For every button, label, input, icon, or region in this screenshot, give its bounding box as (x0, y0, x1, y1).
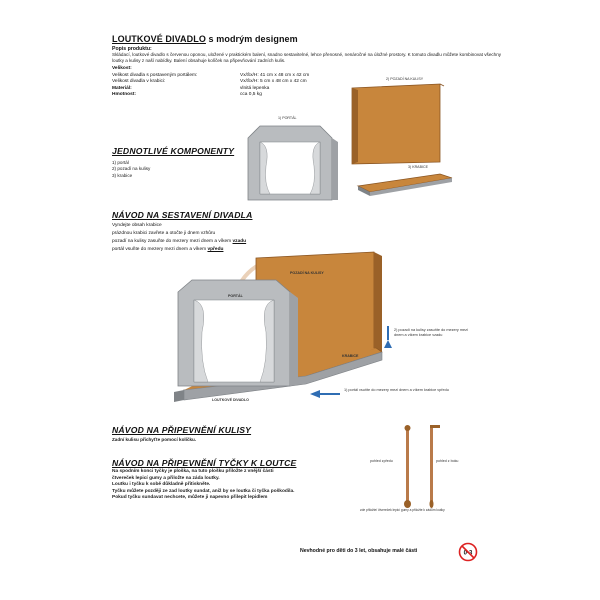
spec-key: Hmotnost: (112, 92, 136, 98)
age-warning: Nevhodné pro děti do 3 let, obsahuje malé části (300, 548, 418, 554)
callout-portal: 1) portál vsuňte do mezery mezi dnem a víkem krabice vpředu (344, 388, 449, 392)
assembly-step: Vyndejte obsah krabice (112, 223, 162, 228)
box-label: 3) KRABICE (408, 165, 428, 169)
theatre-label: LOUTKOVÉ DIVADLO (212, 398, 249, 402)
component-item: 1) portál (112, 160, 129, 165)
rod-line: čtvereček lepicí gumy a přiložte na záda loutky. (112, 475, 220, 481)
components-figure (240, 76, 460, 206)
rod-front-icon (406, 428, 409, 504)
components-heading: JEDNOTLIVÉ KOMPONENTY (112, 146, 235, 156)
rod-heading: NÁVOD NA PŘIPEVNĚNÍ TYČKY K LOUTCE (112, 458, 297, 468)
component-item: 2) pozadí na kulisy (112, 166, 151, 172)
assembled-portal-label: PORTÁL (228, 294, 243, 298)
title-rest: s modrým designem (205, 34, 298, 44)
rod-view-front-label: pohled zpředu (370, 459, 393, 463)
arrow-icon (384, 340, 392, 348)
rod-line: Loutku i tyčku k sobě důkladně přitiskněte. (112, 482, 211, 488)
page-title (112, 34, 298, 44)
title-main: LOUTKOVÉ DIVADLO (112, 34, 206, 44)
spec-row (112, 66, 309, 73)
spec-key: Materiál: (112, 85, 132, 91)
arrow-icon (310, 390, 320, 398)
assembled-backdrop-label: POZADÍ NA KULISY (290, 271, 324, 275)
spec-key: Velikost: (112, 66, 132, 71)
callout-backdrop: 2) pozadí na kulisy zasuňte do mezery mezi dnem a víkem krabice vzadu (394, 328, 468, 337)
component-item: 3) krabice (112, 172, 133, 178)
spec-value: vlnitá lepenka (240, 85, 270, 91)
rod-instructions (112, 469, 295, 502)
assembly-heading: NÁVOD NA SESTAVENÍ DIVADLA (112, 210, 253, 220)
spec-value: cca 0,5 kg (240, 92, 262, 98)
rod-line: Tyčku můžete později ze zad loutky sundat, aniž by se loutka či tyčka poškodila. (112, 488, 295, 494)
rod-figure (392, 420, 452, 512)
curtain-text: Zadní kulisu přichyťte pomocí kolíčku. (112, 437, 197, 442)
curtain-heading: NÁVOD NA PŘIPEVNĚNÍ KULISY (112, 425, 252, 435)
portal-label: 1) PORTÁL (278, 116, 297, 120)
spec-key: Velikost divadla v krabici: (112, 79, 166, 85)
assembled-box-label: KRABICE (342, 354, 359, 358)
rod-caption: zde přiložte/ čtvereček lepicí gumy a přiložte k zádům loutky (360, 508, 445, 512)
description-label: Popis produktu: (112, 46, 152, 52)
spec-key: Velikost divadla s postaveným portálem: (112, 72, 198, 78)
spec-value: Vx/Šx/H: 5 cm x 48 cm x 42 cm (240, 79, 307, 85)
age-restriction-icon (458, 542, 478, 562)
assembly-step: portál vsuňte do mezery mezi dnem a víkem vpředu (112, 247, 224, 252)
assembly-step: pozadí na kulisy zasuňte do mezery mezi dnem a víkem vzadu (112, 239, 247, 244)
rod-side-icon (430, 428, 433, 504)
description-text: Skládací, loutkové divadlo s červenou oponou, uložené v praktickém balení, snadno sestavitelné, lehce přenosné, nenáročné na úložné prostory. K tomuto divadlu můžete kombinovat všechny loutky a kulisy z naší nabídky. Balení obsahuje kolíček na připevňování zadních kulis. (112, 52, 502, 64)
rod-line: Pokud tyčku sundavat nechcete, můžete ji napevno přilepit lepidlem (112, 495, 268, 501)
backdrop-side (352, 88, 358, 164)
backdrop-label: 2) POZADÍ NA KULISY (386, 77, 424, 81)
rod-view-side-label: pohled z boku (436, 459, 459, 463)
backdrop-illustration (352, 84, 440, 164)
assembly-step: prázdnou krabici zavřete a otočte ji dnem vzhůru (112, 231, 216, 236)
spec-value: Vx/Šx/H: 41 cm x 48 cm x 42 cm (240, 72, 310, 78)
components-list (112, 160, 150, 179)
svg-text:0-3: 0-3 (463, 550, 473, 557)
rod-line: Na spodním konci tyčky je ploška, na tuto plošku přiložte z vnější části (112, 469, 274, 474)
